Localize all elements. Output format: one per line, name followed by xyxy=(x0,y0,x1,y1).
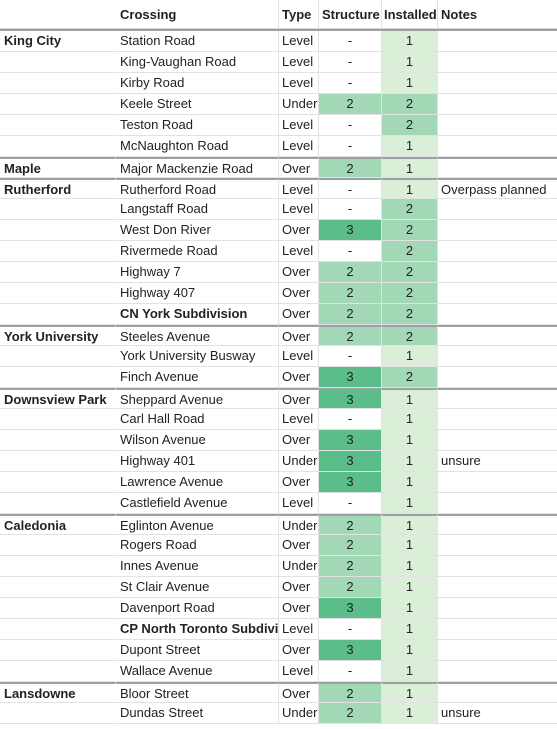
type-cell[interactable]: Over xyxy=(279,262,319,283)
type-cell[interactable]: Over xyxy=(279,535,319,556)
type-cell[interactable]: Level xyxy=(279,493,319,514)
notes-cell[interactable] xyxy=(438,241,557,262)
location-cell[interactable] xyxy=(0,640,116,661)
location-cell[interactable] xyxy=(0,136,116,157)
crossing-cell[interactable]: Eglinton Avenue xyxy=(116,514,279,535)
type-cell[interactable]: Over xyxy=(279,472,319,493)
type-cell[interactable]: Over xyxy=(279,325,319,346)
notes-cell[interactable] xyxy=(438,493,557,514)
crossing-cell[interactable]: Station Road xyxy=(116,31,279,52)
table-row xyxy=(0,52,557,73)
notes-cell[interactable] xyxy=(438,346,557,367)
notes-cell[interactable] xyxy=(438,115,557,136)
table-row xyxy=(0,31,557,52)
crossing-cell[interactable]: Wallace Avenue xyxy=(116,661,279,682)
crossing-cell[interactable]: McNaughton Road xyxy=(116,136,279,157)
type-cell[interactable]: Under xyxy=(279,556,319,577)
structure-cell[interactable]: 3 xyxy=(319,430,382,451)
table-row xyxy=(0,430,557,451)
type-cell[interactable]: Over xyxy=(279,430,319,451)
type-cell[interactable]: Level xyxy=(279,136,319,157)
type-cell[interactable]: Level xyxy=(279,52,319,73)
structure-cell[interactable]: 2 xyxy=(319,577,382,598)
crossing-cell[interactable]: Rivermede Road xyxy=(116,241,279,262)
table-row xyxy=(0,556,557,577)
structure-cell[interactable]: - xyxy=(319,178,382,199)
notes-cell[interactable] xyxy=(438,31,557,52)
structure-cell[interactable]: 2 xyxy=(319,262,382,283)
installed-cell[interactable]: 2 xyxy=(382,325,438,346)
crossing-cell[interactable]: Langstaff Road xyxy=(116,199,279,220)
notes-cell[interactable] xyxy=(438,472,557,493)
installed-cell[interactable]: 1 xyxy=(382,472,438,493)
table-row xyxy=(0,262,557,283)
crossing-cell[interactable]: Lawrence Avenue xyxy=(116,472,279,493)
notes-cell[interactable] xyxy=(438,430,557,451)
structure-cell[interactable]: - xyxy=(319,199,382,220)
type-cell[interactable]: Level xyxy=(279,346,319,367)
structure-cell[interactable]: 2 xyxy=(319,556,382,577)
crossing-cell[interactable]: Highway 7 xyxy=(116,262,279,283)
crossing-cell[interactable]: Sheppard Avenue xyxy=(116,388,279,409)
crossing-cell[interactable]: CN York Subdivision xyxy=(116,304,279,325)
structure-cell[interactable]: 2 xyxy=(319,514,382,535)
location-cell[interactable] xyxy=(0,619,116,640)
type-cell[interactable]: Over xyxy=(279,577,319,598)
location-cell[interactable] xyxy=(0,346,116,367)
installed-cell[interactable]: 1 xyxy=(382,430,438,451)
crossing-cell[interactable]: Bloor Street xyxy=(116,682,279,703)
installed-cell[interactable]: 1 xyxy=(382,619,438,640)
table-row xyxy=(0,661,557,682)
table-row xyxy=(0,346,557,367)
location-cell[interactable] xyxy=(0,73,116,94)
structure-cell[interactable]: 3 xyxy=(319,451,382,472)
table-row xyxy=(0,409,557,430)
header-crossing[interactable]: Crossing xyxy=(116,0,279,29)
location-cell[interactable] xyxy=(0,220,116,241)
type-cell[interactable]: Over xyxy=(279,682,319,703)
header-type[interactable]: Type xyxy=(279,0,319,29)
installed-cell[interactable]: 1 xyxy=(382,577,438,598)
table-body xyxy=(0,31,557,724)
notes-cell[interactable] xyxy=(438,199,557,220)
installed-cell[interactable]: 1 xyxy=(382,388,438,409)
type-cell[interactable]: Level xyxy=(279,409,319,430)
table-row xyxy=(0,619,557,640)
notes-cell[interactable] xyxy=(438,409,557,430)
installed-cell[interactable]: 1 xyxy=(382,136,438,157)
type-cell[interactable]: Under xyxy=(279,703,319,724)
location-cell[interactable] xyxy=(0,661,116,682)
header-installed[interactable]: Installed xyxy=(382,0,438,29)
notes-cell[interactable] xyxy=(438,661,557,682)
structure-cell[interactable]: 2 xyxy=(319,304,382,325)
notes-cell[interactable] xyxy=(438,220,557,241)
table-row xyxy=(0,115,557,136)
type-cell[interactable]: Level xyxy=(279,31,319,52)
installed-cell[interactable]: 1 xyxy=(382,703,438,724)
location-cell[interactable]: Caledonia xyxy=(0,514,116,535)
table-row xyxy=(0,157,557,178)
location-cell[interactable]: York University xyxy=(0,325,116,346)
installed-cell[interactable]: 1 xyxy=(382,346,438,367)
type-cell[interactable]: Level xyxy=(279,241,319,262)
header-row xyxy=(0,0,557,31)
crossing-cell[interactable]: Major Mackenzie Road xyxy=(116,157,279,178)
installed-cell[interactable]: 1 xyxy=(382,514,438,535)
notes-cell[interactable]: unsure xyxy=(438,451,557,472)
type-cell[interactable]: Over xyxy=(279,388,319,409)
header-location[interactable] xyxy=(0,0,116,29)
type-cell[interactable]: Over xyxy=(279,598,319,619)
installed-cell[interactable]: 1 xyxy=(382,451,438,472)
notes-cell[interactable] xyxy=(438,556,557,577)
crossing-cell[interactable]: Wilson Avenue xyxy=(116,430,279,451)
installed-cell[interactable]: 1 xyxy=(382,31,438,52)
structure-cell[interactable]: 2 xyxy=(319,682,382,703)
notes-cell[interactable] xyxy=(438,640,557,661)
crossing-cell[interactable]: Highway 407 xyxy=(116,283,279,304)
location-cell[interactable] xyxy=(0,367,116,388)
location-cell[interactable]: Downsview Park xyxy=(0,388,116,409)
type-cell[interactable]: Under xyxy=(279,451,319,472)
structure-cell[interactable]: 2 xyxy=(319,94,382,115)
structure-cell[interactable]: 3 xyxy=(319,388,382,409)
structure-cell[interactable]: 3 xyxy=(319,367,382,388)
location-cell[interactable] xyxy=(0,199,116,220)
table-row xyxy=(0,241,557,262)
notes-cell[interactable] xyxy=(438,283,557,304)
table-row xyxy=(0,136,557,157)
notes-cell[interactable] xyxy=(438,73,557,94)
table-row xyxy=(0,178,557,199)
structure-cell[interactable]: - xyxy=(319,136,382,157)
crossing-cell[interactable]: Kirby Road xyxy=(116,73,279,94)
location-cell[interactable] xyxy=(0,304,116,325)
crossing-cell[interactable]: Rutherford Road xyxy=(116,178,279,199)
location-cell[interactable] xyxy=(0,94,116,115)
crossing-cell[interactable]: King-Vaughan Road xyxy=(116,52,279,73)
table-row xyxy=(0,472,557,493)
installed-cell[interactable]: 2 xyxy=(382,367,438,388)
structure-cell[interactable]: - xyxy=(319,115,382,136)
notes-cell[interactable] xyxy=(438,367,557,388)
table-row xyxy=(0,682,557,703)
location-cell[interactable]: Maple xyxy=(0,157,116,178)
notes-cell[interactable] xyxy=(438,94,557,115)
installed-cell[interactable]: 1 xyxy=(382,157,438,178)
type-cell[interactable]: Over xyxy=(279,220,319,241)
header-notes[interactable]: Notes xyxy=(438,0,557,29)
location-cell[interactable] xyxy=(0,535,116,556)
type-cell[interactable]: Level xyxy=(279,178,319,199)
location-cell[interactable]: King City xyxy=(0,31,116,52)
location-cell[interactable] xyxy=(0,598,116,619)
location-cell[interactable] xyxy=(0,451,116,472)
location-cell[interactable]: Rutherford xyxy=(0,178,116,199)
header-structure[interactable]: Structure xyxy=(319,0,382,29)
structure-cell[interactable]: 2 xyxy=(319,283,382,304)
notes-cell[interactable] xyxy=(438,52,557,73)
table-row xyxy=(0,325,557,346)
structure-cell[interactable]: - xyxy=(319,493,382,514)
structure-cell[interactable]: 3 xyxy=(319,472,382,493)
table-row xyxy=(0,577,557,598)
type-cell[interactable]: Over xyxy=(279,367,319,388)
table-row xyxy=(0,493,557,514)
structure-cell[interactable]: - xyxy=(319,409,382,430)
location-cell[interactable] xyxy=(0,577,116,598)
structure-cell[interactable]: 2 xyxy=(319,157,382,178)
location-cell[interactable] xyxy=(0,703,116,724)
table-row xyxy=(0,535,557,556)
location-cell[interactable] xyxy=(0,241,116,262)
location-cell[interactable] xyxy=(0,283,116,304)
type-cell[interactable]: Level xyxy=(279,199,319,220)
crossing-cell[interactable]: Highway 401 xyxy=(116,451,279,472)
notes-cell[interactable] xyxy=(438,619,557,640)
crossing-cell[interactable]: CP North Toronto Subdivi xyxy=(116,619,279,640)
notes-cell[interactable] xyxy=(438,136,557,157)
crossing-cell[interactable]: Dupont Street xyxy=(116,640,279,661)
installed-cell[interactable]: 1 xyxy=(382,178,438,199)
installed-cell[interactable]: 1 xyxy=(382,640,438,661)
crossing-cell[interactable]: Teston Road xyxy=(116,115,279,136)
type-cell[interactable]: Under xyxy=(279,94,319,115)
crossing-cell[interactable]: Castlefield Avenue xyxy=(116,493,279,514)
installed-cell[interactable]: 1 xyxy=(382,73,438,94)
crossing-cell[interactable]: Carl Hall Road xyxy=(116,409,279,430)
installed-cell[interactable]: 2 xyxy=(382,220,438,241)
location-cell[interactable] xyxy=(0,262,116,283)
structure-cell[interactable]: 2 xyxy=(319,325,382,346)
table-row xyxy=(0,451,557,472)
type-cell[interactable]: Level xyxy=(279,73,319,94)
installed-cell[interactable]: 1 xyxy=(382,682,438,703)
type-cell[interactable]: Level xyxy=(279,661,319,682)
location-cell[interactable] xyxy=(0,493,116,514)
notes-cell[interactable] xyxy=(438,157,557,178)
location-cell[interactable] xyxy=(0,409,116,430)
table-row xyxy=(0,598,557,619)
structure-cell[interactable]: - xyxy=(319,619,382,640)
notes-cell[interactable] xyxy=(438,304,557,325)
notes-cell[interactable] xyxy=(438,682,557,703)
installed-cell[interactable]: 1 xyxy=(382,493,438,514)
location-cell[interactable] xyxy=(0,52,116,73)
crossing-cell[interactable]: West Don River xyxy=(116,220,279,241)
structure-cell[interactable]: - xyxy=(319,661,382,682)
table-row xyxy=(0,73,557,94)
table-row xyxy=(0,640,557,661)
type-cell[interactable]: Over xyxy=(279,640,319,661)
type-cell[interactable]: Under xyxy=(279,514,319,535)
crossing-cell[interactable]: Rogers Road xyxy=(116,535,279,556)
table-row xyxy=(0,703,557,724)
crossing-cell[interactable]: St Clair Avenue xyxy=(116,577,279,598)
type-cell[interactable]: Level xyxy=(279,619,319,640)
notes-cell[interactable]: Overpass planned xyxy=(438,178,557,199)
table-row xyxy=(0,199,557,220)
installed-cell[interactable]: 2 xyxy=(382,304,438,325)
location-cell[interactable] xyxy=(0,472,116,493)
installed-cell[interactable]: 2 xyxy=(382,115,438,136)
structure-cell[interactable]: 2 xyxy=(319,703,382,724)
location-cell[interactable] xyxy=(0,430,116,451)
installed-cell[interactable]: 1 xyxy=(382,409,438,430)
structure-cell[interactable]: 3 xyxy=(319,220,382,241)
notes-cell[interactable]: unsure xyxy=(438,703,557,724)
location-cell[interactable] xyxy=(0,556,116,577)
table-row xyxy=(0,94,557,115)
crossing-cell[interactable]: Innes Avenue xyxy=(116,556,279,577)
crossing-cell[interactable]: Dundas Street xyxy=(116,703,279,724)
crossing-cell[interactable]: York University Busway xyxy=(116,346,279,367)
crossing-cell[interactable]: Keele Street xyxy=(116,94,279,115)
installed-cell[interactable]: 2 xyxy=(382,283,438,304)
installed-cell[interactable]: 2 xyxy=(382,241,438,262)
installed-cell[interactable]: 1 xyxy=(382,661,438,682)
structure-cell[interactable]: 3 xyxy=(319,640,382,661)
crossing-cell[interactable]: Finch Avenue xyxy=(116,367,279,388)
notes-cell[interactable] xyxy=(438,262,557,283)
structure-cell[interactable]: - xyxy=(319,73,382,94)
table-row xyxy=(0,304,557,325)
type-cell[interactable]: Over xyxy=(279,304,319,325)
installed-cell[interactable]: 1 xyxy=(382,52,438,73)
installed-cell[interactable]: 1 xyxy=(382,535,438,556)
notes-cell[interactable] xyxy=(438,514,557,535)
installed-cell[interactable]: 2 xyxy=(382,199,438,220)
notes-cell[interactable] xyxy=(438,325,557,346)
location-cell[interactable]: Lansdowne xyxy=(0,682,116,703)
installed-cell[interactable]: 1 xyxy=(382,556,438,577)
installed-cell[interactable]: 2 xyxy=(382,94,438,115)
installed-cell[interactable]: 2 xyxy=(382,262,438,283)
structure-cell[interactable]: - xyxy=(319,31,382,52)
structure-cell[interactable]: - xyxy=(319,346,382,367)
location-cell[interactable] xyxy=(0,115,116,136)
table-row xyxy=(0,388,557,409)
notes-cell[interactable] xyxy=(438,535,557,556)
structure-cell[interactable]: - xyxy=(319,52,382,73)
crossing-cell[interactable]: Steeles Avenue xyxy=(116,325,279,346)
table-row xyxy=(0,283,557,304)
type-cell[interactable]: Over xyxy=(279,157,319,178)
installed-cell[interactable]: 1 xyxy=(382,598,438,619)
type-cell[interactable]: Level xyxy=(279,115,319,136)
table-row xyxy=(0,514,557,535)
structure-cell[interactable]: 2 xyxy=(319,535,382,556)
type-cell[interactable]: Over xyxy=(279,283,319,304)
notes-cell[interactable] xyxy=(438,388,557,409)
table-row xyxy=(0,367,557,388)
table-row xyxy=(0,220,557,241)
structure-cell[interactable]: 3 xyxy=(319,598,382,619)
notes-cell[interactable] xyxy=(438,577,557,598)
crossing-cell[interactable]: Davenport Road xyxy=(116,598,279,619)
structure-cell[interactable]: - xyxy=(319,241,382,262)
notes-cell[interactable] xyxy=(438,598,557,619)
